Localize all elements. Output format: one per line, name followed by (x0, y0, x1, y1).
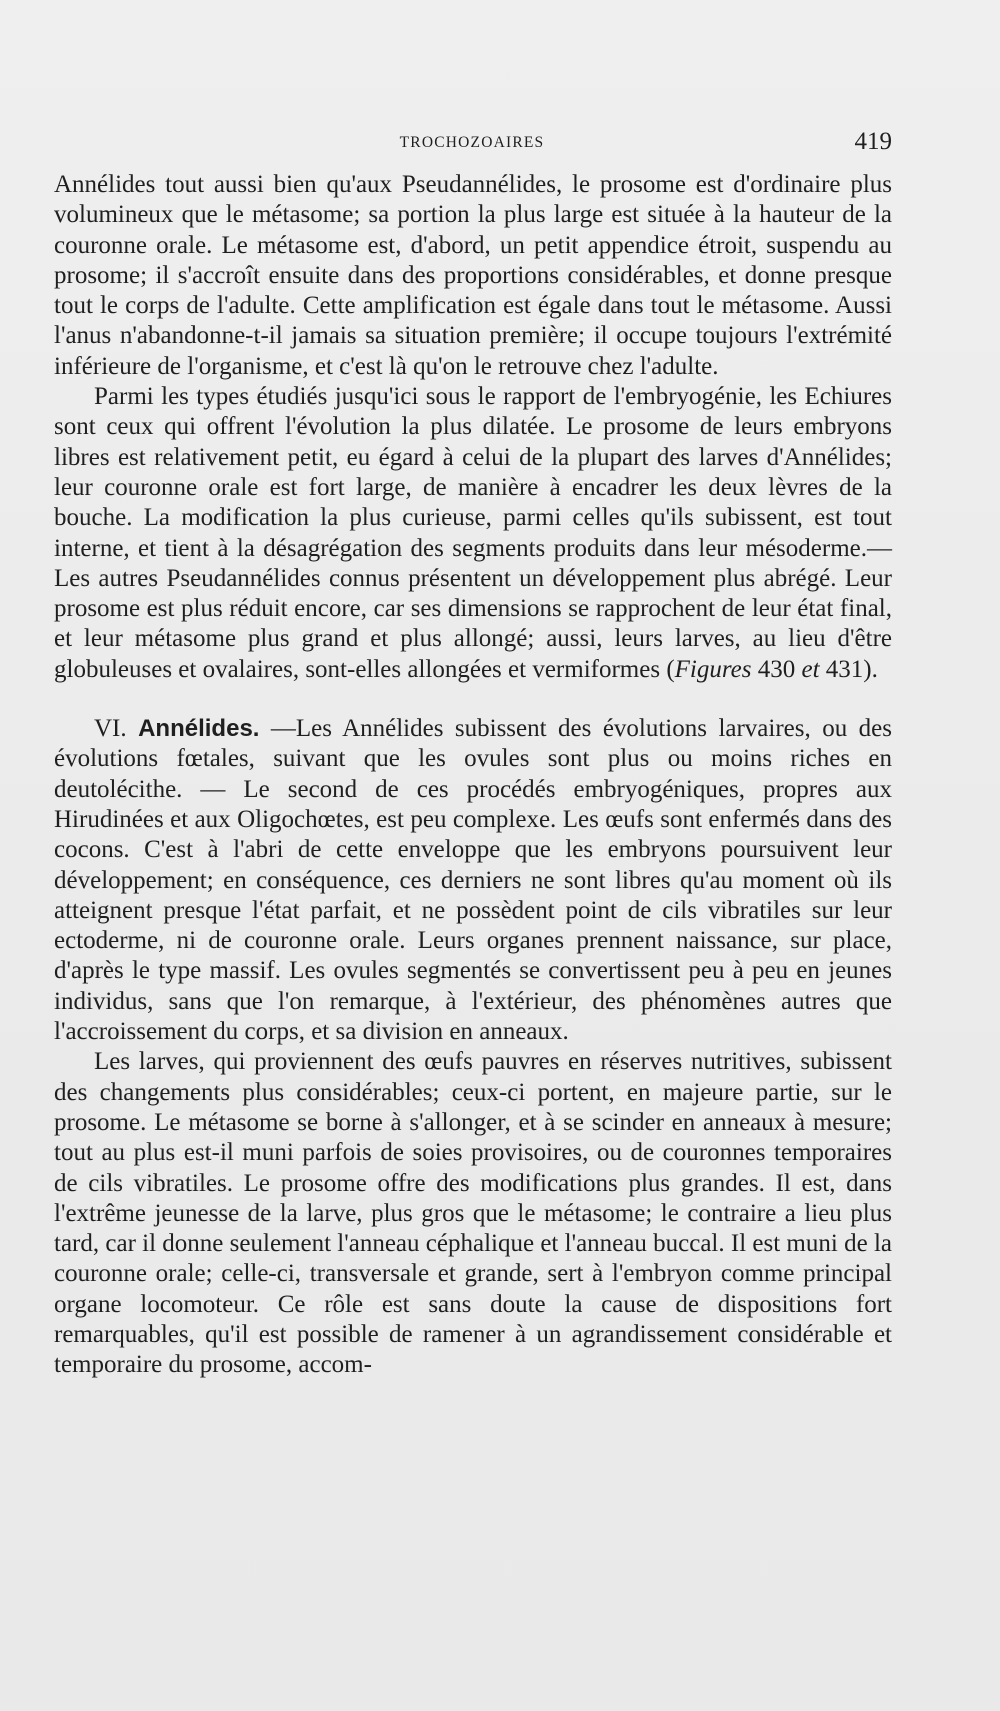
paragraph-echiures (54, 382, 892, 685)
page-header (52, 128, 892, 158)
paragraph-echiures-text: Parmi les types étudiés jusqu'ici sous le rapport de l'embryogénie, les Echiures sont ceux qui offrent l'évolution la plus dilatée. Le prosome de leurs embryons libres est relativement petit, eu égard à celui de la plupart des larves d'Annélides; leur couronne orale est fort large, de manière à encadrer les deux lèvres de la bouche. La modification la plus curieuse, parmi celles qu'ils subissent, est tout interne, et tient à la désagrégation des segments produits dans leur mésoderme.—Les autres Pseudannélides connus présentent un développement plus abrégé. Leur prosome est plus réduit encore, car ses dimensions se rapprochent de leur état final, et leur métasome plus grand et plus allongé; aussi, leurs larves, au lieu d'être globuleuses et ovalaires, sont-elles allongées et vermiformes ( (54, 383, 892, 683)
section-annelides-paragraph (54, 714, 892, 1047)
running-title: TROCHOZOAIRES (399, 134, 545, 151)
section-annelides-text: —Les Annélides subissent des évolutions larvaires, ou des évolutions fœtales, suivant que les ovules sont plus ou moins riches en deutolécithe. — Le second de ces procédés embryogéniques, propres aux Hirudinées et aux Oligochœtes, est peu complexe. Les œufs sont enfermés dans des cocons. C'est à l'abri de cette enveloppe que les embryons poursuivent leur développement; en conséquence, ces derniers ne sont libres qu'au moment où ils atteignent presque l'état parfait, et ne possèdent point de cils vibratiles sur leur ectoderme, ni de couronne orale. Leurs organes prennent naissance, sur place, d'après le type massif. Les ovules segmentés se convertissent peu à peu en jeunes individus, sans que l'on remarque, à l'extérieur, des phénomènes autres que l'accroissement du corps, et sa division en anneaux. (54, 715, 892, 1046)
figure-reference-number: 430 (751, 655, 802, 683)
body-text (54, 170, 892, 1381)
figure-reference-label: Figures (674, 655, 752, 683)
page-number: 419 (854, 128, 892, 155)
figure-reference-conjunction: et (801, 655, 820, 683)
section-number: VI. (94, 715, 139, 743)
figure-reference-end: 431). (819, 655, 878, 683)
paragraph-continuation: Annélides tout aussi bien qu'aux Pseudannélides, le prosome est d'ordinaire plus volumineux que le métasome; sa portion la plus large est située à la hauteur de la couronne orale. Le métasome est, d'abord, un petit appendice étroit, suspendu au prosome; il s'accroît ensuite dans des proportions considérables, et donne presque tout le corps de l'adulte. Cette amplification est égale dans tout le métasome. Aussi l'anus n'abandonne-t-il jamais sa situation première; il occupe toujours l'extrémité inférieure de l'organisme, et c'est là qu'on le retrouve chez l'adulte. (54, 171, 892, 380)
paragraph-larves: Les larves, qui proviennent des œufs pauvres en réserves nutritives, subissent des changements plus considérables; ceux-ci portent, en majeure partie, sur le prosome. Le métasome se borne à s'allonger, et à se scinder en anneaux à mesure; tout au plus est-il muni parfois de soies provisoires, ou de couronnes temporaires de cils vibratiles. Le prosome offre des modifications plus grandes. Il est, dans l'extrême jeunesse de la larve, plus gros que le métasome; le contraire a lieu plus tard, car il donne seulement l'anneau céphalique et l'anneau buccal. Il est muni de la couronne orale; celle-ci, transversale et grande, sert à l'embryon comme principal organe locomoteur. Ce rôle est sans doute la cause de dispositions fort remarquables, qu'il est possible de ramener à un agrandissement considérable et temporaire du prosome, accom- (54, 1048, 892, 1379)
section-title: Annélides. (138, 715, 260, 743)
